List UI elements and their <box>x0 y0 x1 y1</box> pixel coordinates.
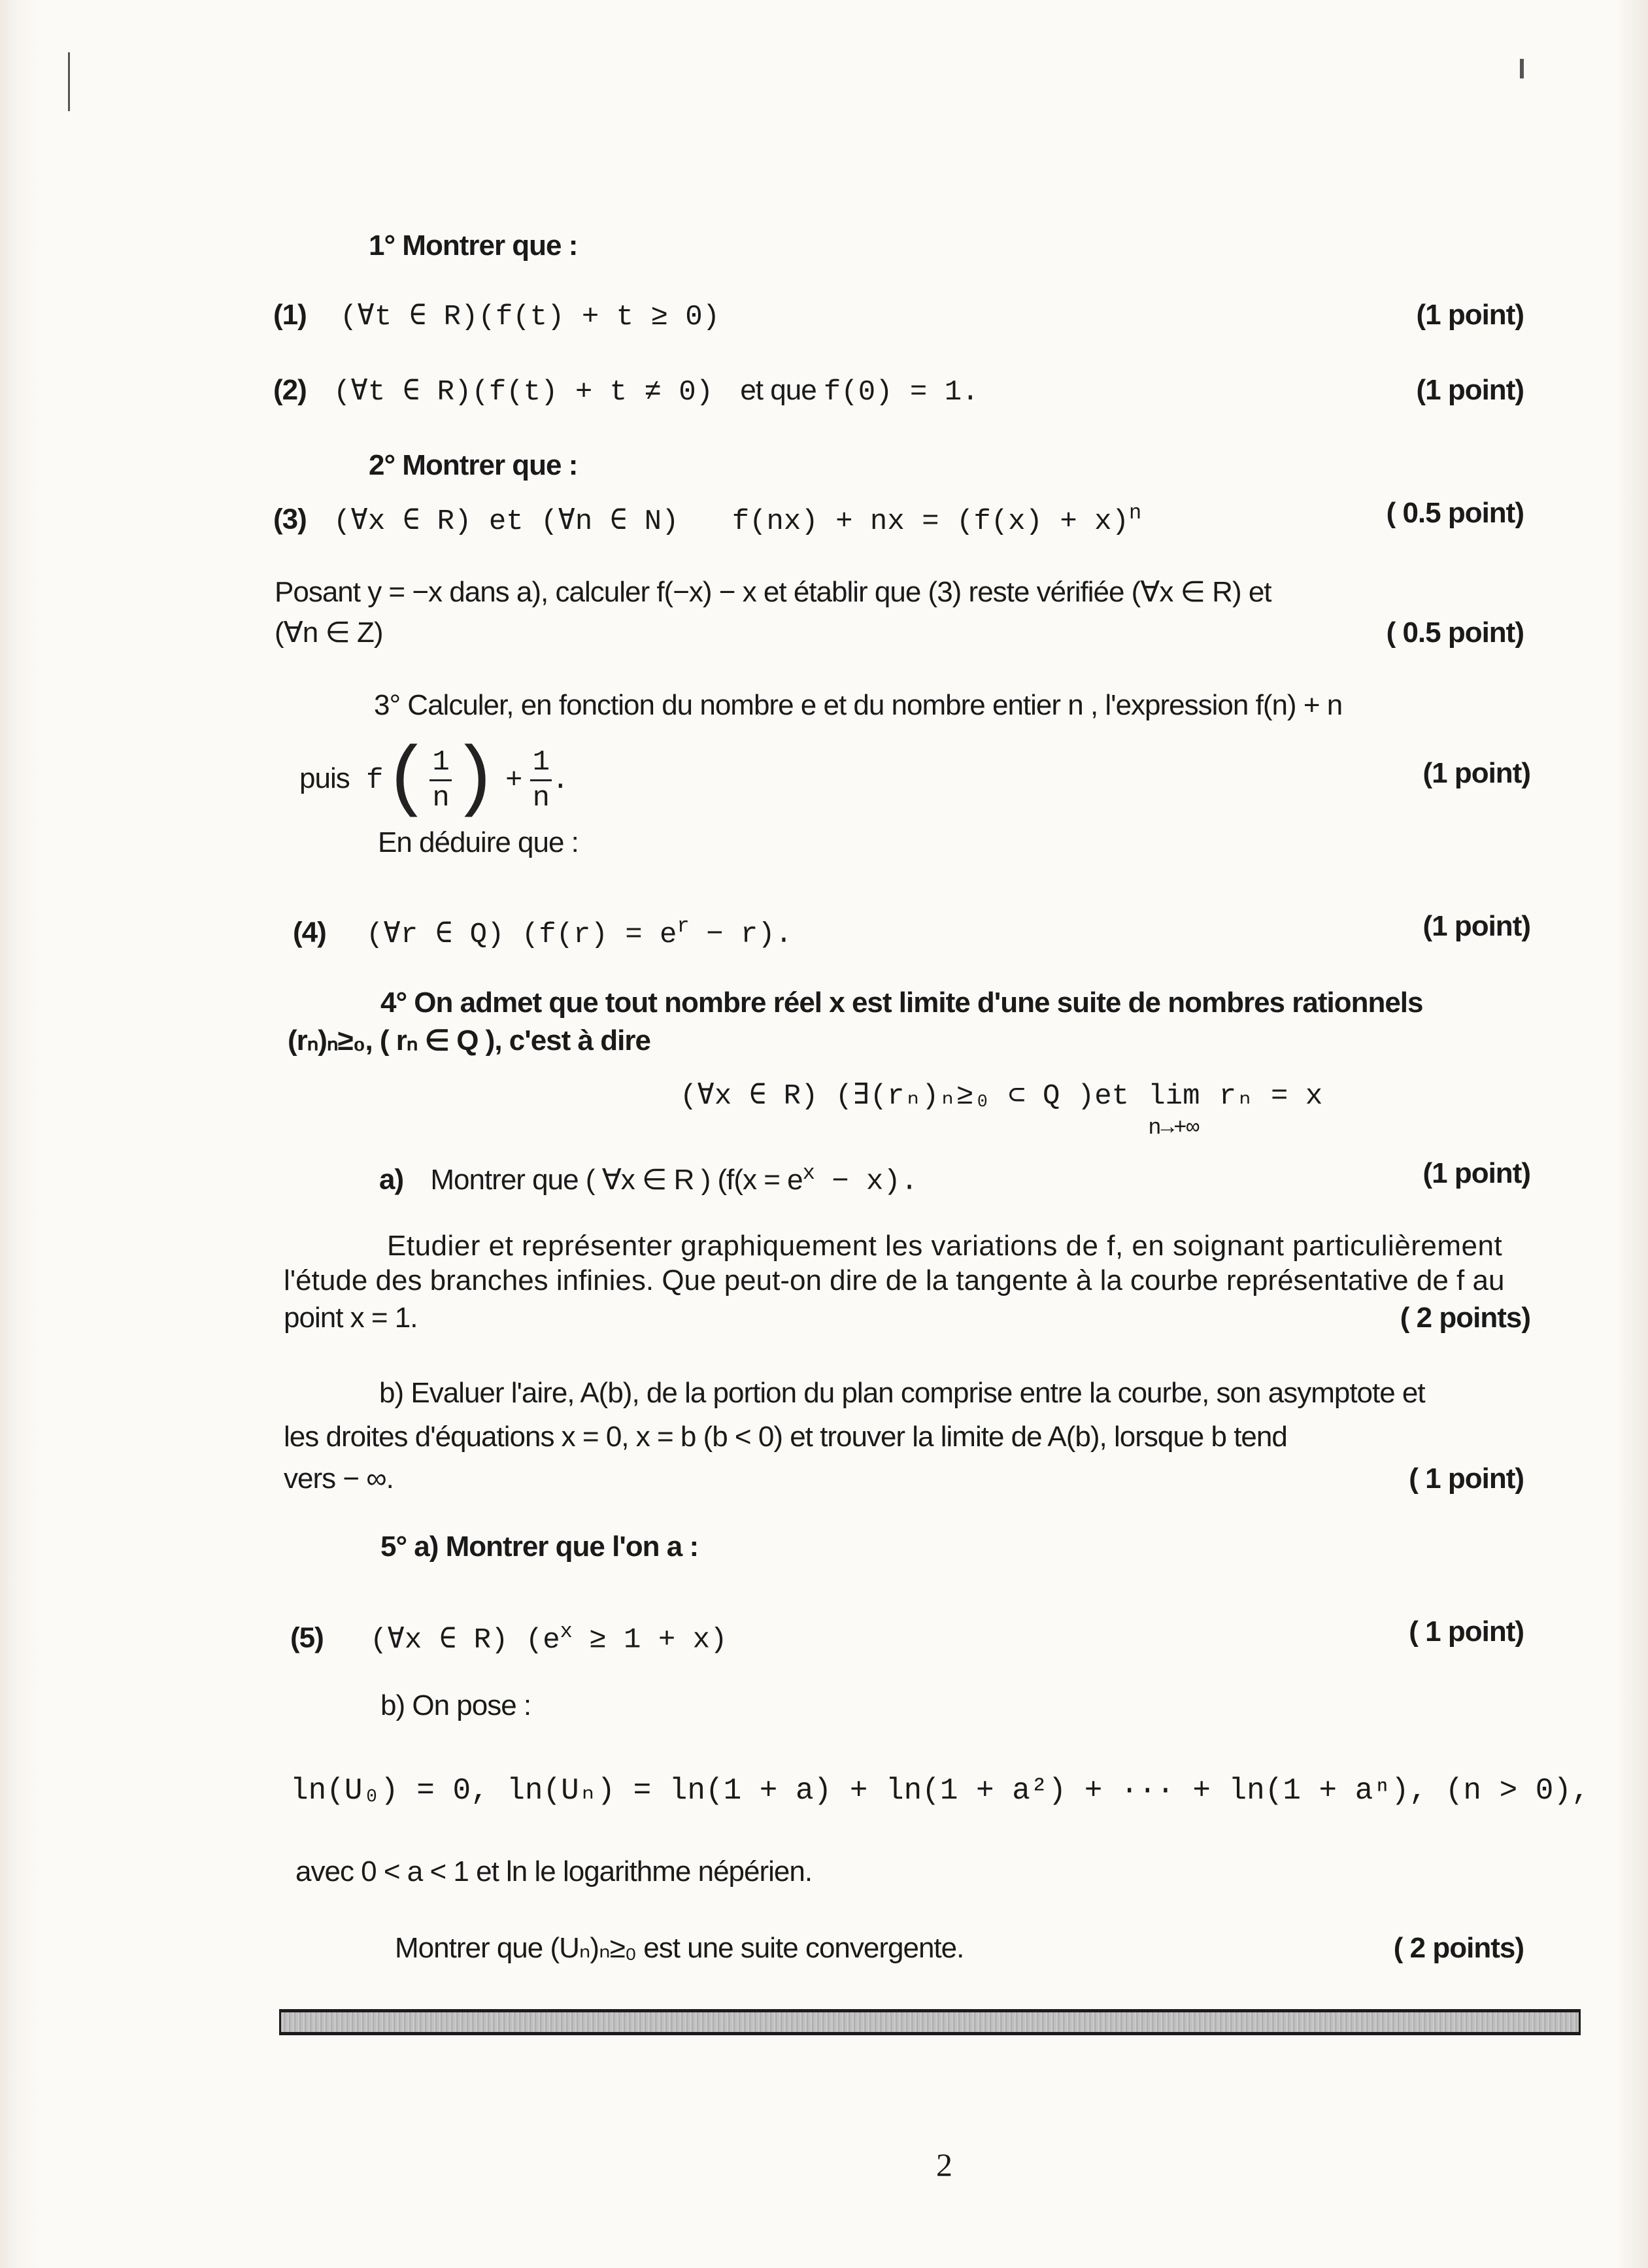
equation-label: (1) <box>273 299 307 331</box>
scan-mark <box>1520 59 1524 78</box>
equation-3 <box>273 495 1141 540</box>
fraction-1-over-n <box>530 745 552 815</box>
scan-shadow-right <box>1615 0 1648 2268</box>
paren-open: ( <box>383 736 430 825</box>
question-4b-line-1: b) Evaluer l'aire, A(b), de la portion du plan comprise entre la courbe, son asymptote et <box>379 1377 1425 1409</box>
points-badge: ( 1 point) <box>1409 1463 1524 1495</box>
equation-expression: (∀x ∈ R) (e <box>370 1623 560 1657</box>
limit-quantifiers: (∀x ∈ R) (∃(rₙ)ₙ≥₀ ⊂ Q )et <box>680 1080 1130 1113</box>
equation-expression: (∀r ∈ Q) (f(r) = e <box>366 918 677 951</box>
fraction-numerator: 1 <box>530 745 552 781</box>
equation-label: (4) <box>293 916 326 949</box>
equation-label: (3) <box>273 503 307 535</box>
question-1-title: 1° Montrer que : <box>369 229 578 262</box>
points-badge: ( 2 points) <box>1393 1932 1524 1964</box>
points-badge: (1 point) <box>1416 374 1524 406</box>
sequence-definition: ln(U₀) = 0, ln(Uₙ) = ln(1 + a) + ln(1 + a²) + ··· + ln(1 + aⁿ), (n > 0), <box>290 1774 1590 1808</box>
posant-line-2: (∀n ∈ Z) <box>275 617 383 649</box>
puis-word: puis <box>299 762 350 795</box>
equation-text: et que <box>740 374 816 406</box>
paren-close: ) <box>451 736 498 825</box>
equation-expression: f(0) = 1. <box>823 376 979 409</box>
sequence-condition: avec 0 < a < 1 et ln le logarithme népérien. <box>295 1855 813 1887</box>
points-badge: (1 point) <box>1422 1157 1530 1189</box>
points-badge: (1 point) <box>1422 757 1530 789</box>
question-5b-show: Montrer que (Uₙ)ₙ≥₀ est une suite convergente. <box>395 1932 964 1964</box>
points-badge: ( 2 points) <box>1400 1302 1530 1334</box>
equation-label: (5) <box>290 1621 324 1654</box>
posant-line-1: Posant y = −x dans a), calculer f(−x) − x et établir que (3) reste vérifiée (∀x ∈ R) et <box>275 576 1271 608</box>
etudier-line-2: l'étude des branches infinies. Que peut-on dire de la tangente à la courbe représentative de f au <box>284 1264 1505 1296</box>
points-badge: ( 0.5 point) <box>1386 497 1524 529</box>
points-badge: (1 point) <box>1422 910 1530 942</box>
points-badge: ( 0.5 point) <box>1386 617 1524 649</box>
equation-expression: (∀t ∈ R)(f(t) + t ≠ 0) <box>333 376 714 409</box>
equation-tail: − r). <box>688 918 793 951</box>
equation-exponent: x <box>802 1161 815 1185</box>
page-number: 2 <box>936 2146 952 2183</box>
scan-mark <box>68 52 70 111</box>
equation-exponent: x <box>560 1619 572 1644</box>
equation-1 <box>273 297 720 335</box>
equation-5 <box>290 1614 727 1659</box>
limit-formula <box>680 1076 1322 1142</box>
points-badge: ( 1 point) <box>1409 1616 1524 1648</box>
question-2-title: 2° Montrer que : <box>369 449 578 481</box>
scan-shadow-left <box>0 0 39 2268</box>
fraction-denominator: n <box>432 782 449 815</box>
question-4a-text: Montrer que ( ∀x ∈ R ) (f(x = e <box>430 1163 803 1196</box>
plus-sign: + <box>505 764 523 798</box>
fraction-1-over-n <box>429 745 451 815</box>
fraction-numerator: 1 <box>429 745 451 781</box>
etudier-line-1: Etudier et représenter graphiquement les variations de f, en soignant particulièrement <box>387 1230 1503 1262</box>
fraction-denominator: n <box>532 782 550 815</box>
question-3-text: 3° Calculer, en fonction du nombre e et du nombre entier n , l'expression f(n) + n <box>374 689 1343 721</box>
question-4-line-1: 4° On admet que tout nombre réel x est limite d'une suite de nombres rationnels <box>380 987 1423 1019</box>
question-3-deduire: En déduire que : <box>378 826 579 858</box>
etudier-line-3: point x = 1. <box>284 1302 418 1334</box>
equation-exponent: r <box>677 914 689 938</box>
equation-2 <box>273 372 979 411</box>
equation-4 <box>293 908 792 953</box>
lim-subscript: n→+∞ <box>1148 1116 1199 1141</box>
equation-expression: (∀t ∈ R)(f(t) + t ≥ 0) <box>340 301 720 333</box>
equation-quantifiers: (∀x ∈ R) et (∀n ∈ N) <box>333 505 679 538</box>
equation-expression: f(nx) + nx = (f(x) + x) <box>732 505 1129 538</box>
equation-tail: ≥ 1 + x) <box>571 1623 728 1657</box>
question-3-puis: puis f( $\frac{1}{n}$ ) + $\frac{1}{n}$ . <box>299 736 569 825</box>
equation-tail: − x). <box>814 1165 918 1198</box>
question-4-line-2: (rₙ)ₙ≥₀, ( rₙ ∈ Q ), c'est à dire <box>288 1024 650 1057</box>
limit-operator <box>1148 1076 1200 1141</box>
section-divider-bar <box>279 2009 1581 2035</box>
question-5a-title: 5° a) Montrer que l'on a : <box>380 1531 699 1563</box>
item-label: a) <box>379 1163 404 1196</box>
limit-tail: rₙ = x <box>1219 1080 1323 1113</box>
equation-exponent: n <box>1129 501 1141 525</box>
points-badge: (1 point) <box>1416 299 1524 331</box>
equation-label: (2) <box>273 374 307 406</box>
question-4b-line-2: les droites d'équations x = 0, x = b (b < 0) et trouver la limite de A(b), lorsque b tend <box>284 1421 1287 1453</box>
question-5b-title: b) On pose : <box>380 1689 531 1721</box>
lim-word: lim <box>1148 1080 1200 1113</box>
question-4a <box>379 1155 918 1200</box>
question-4b-line-3: vers − ∞. <box>284 1463 394 1495</box>
function-f: f <box>365 764 384 798</box>
